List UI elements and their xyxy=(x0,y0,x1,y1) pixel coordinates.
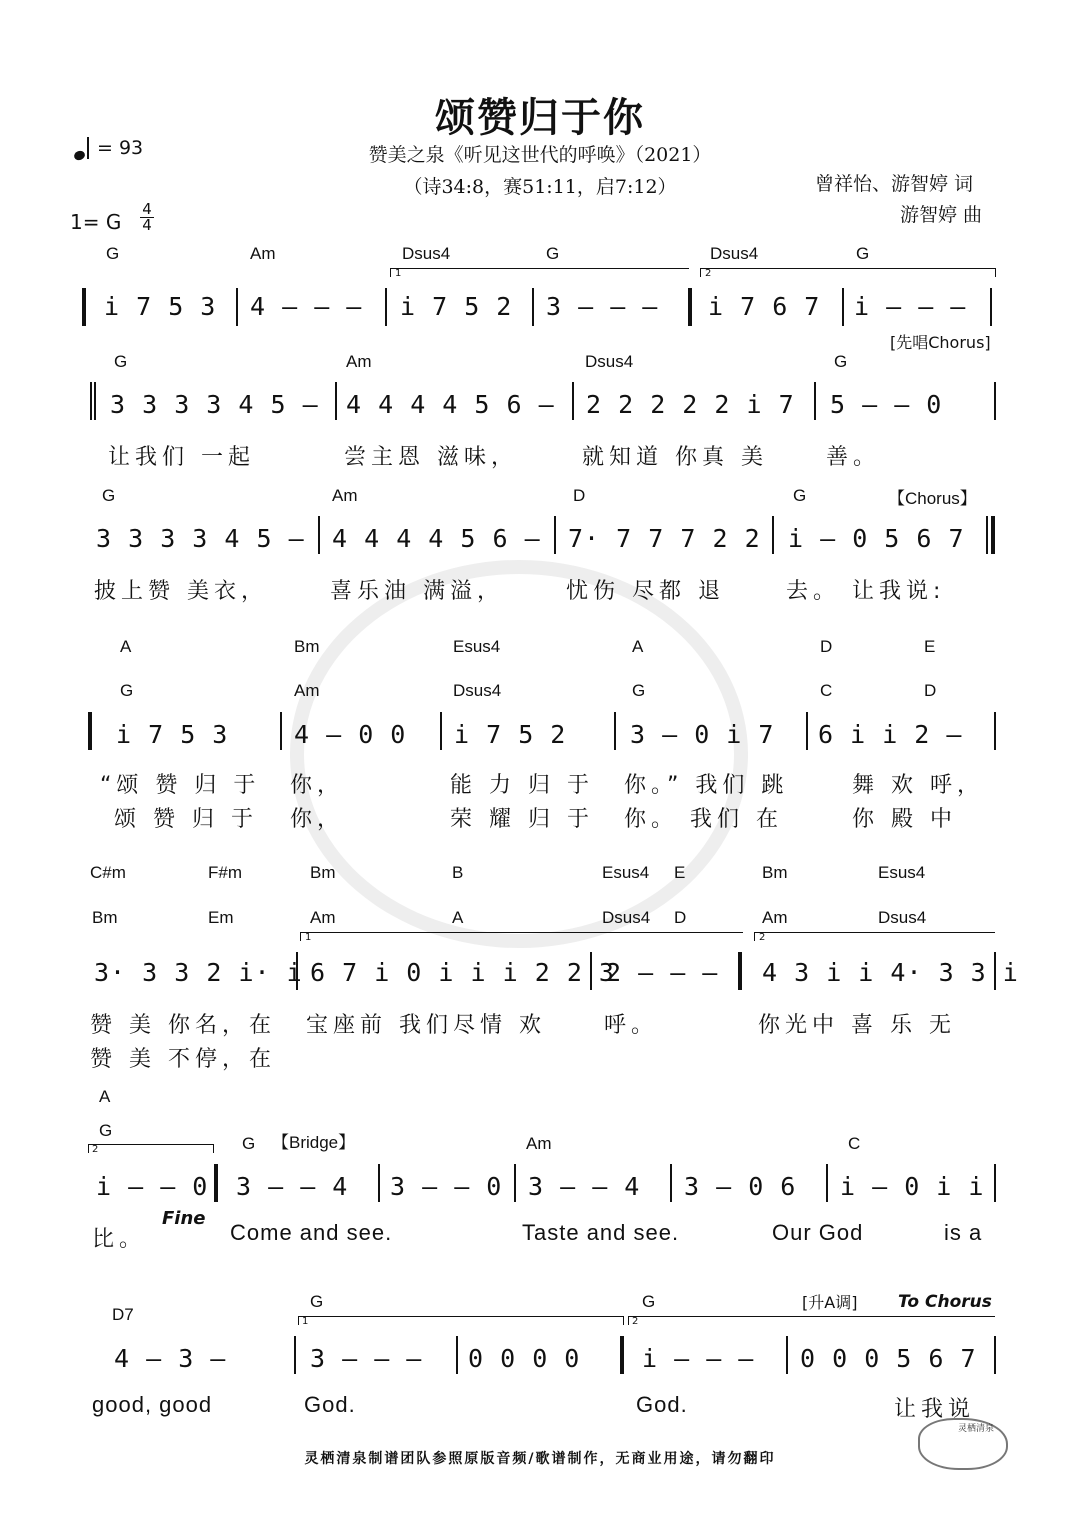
chord: Bm xyxy=(92,908,118,927)
repeat-end-barline xyxy=(738,952,742,990)
barline xyxy=(994,1164,996,1202)
measure: i – – – xyxy=(642,1344,755,1373)
volta-number: 2 xyxy=(759,932,766,943)
chord-upper: Bm xyxy=(294,637,320,656)
lyric: 你光中 喜 乐 无 xyxy=(758,1013,956,1038)
chord: A xyxy=(452,908,464,927)
chord: Dsus4 xyxy=(602,908,651,927)
chord: G xyxy=(546,244,560,263)
barline xyxy=(90,382,92,420)
measure: 2 – – – xyxy=(606,958,719,987)
barline xyxy=(990,288,992,326)
barline xyxy=(986,516,988,554)
volta-bracket xyxy=(88,1144,214,1153)
lyricist: 曾祥怡、游智婷 词 xyxy=(815,173,974,195)
chord-upper: Bm xyxy=(762,863,788,882)
measure: 4 4 4 4 5 6 – xyxy=(332,524,541,553)
barline xyxy=(991,516,995,554)
measure: i 7 5 2 xyxy=(454,720,567,749)
chord-upper: F#m xyxy=(208,863,242,882)
volta-number: 2 xyxy=(92,1144,99,1155)
volta-bracket xyxy=(628,1316,995,1325)
measure: 3 – – 0 xyxy=(390,1172,503,1201)
lyric: 就知道 你真 美 xyxy=(582,445,768,470)
chord-upper: Esus4 xyxy=(453,637,501,656)
chord: Dsus4 xyxy=(585,352,634,371)
scripture-refs: （诗34:8，赛51:11，启7:12） xyxy=(403,176,677,198)
chord: G xyxy=(793,486,807,505)
measure: 3 – – – xyxy=(310,1344,423,1373)
section-tag: [先唱Chorus] xyxy=(890,333,991,352)
barline xyxy=(94,382,96,420)
chord: G xyxy=(632,681,646,700)
volta-bracket xyxy=(298,1316,624,1325)
time-signature xyxy=(140,202,154,233)
key-change-tag: [升A调] xyxy=(802,1293,858,1312)
chord: Am xyxy=(526,1134,552,1153)
measure: 6 i i 2 – xyxy=(818,720,963,749)
lyric: 让我说 xyxy=(894,1397,976,1422)
measure: i 7 5 3 xyxy=(116,720,229,749)
measure: 3 – 0 6 xyxy=(684,1172,797,1201)
lyric: 赞 美 你名，在 xyxy=(90,1013,276,1038)
chord: Dsus4 xyxy=(402,244,451,263)
measure: 3 – – 4 xyxy=(528,1172,641,1201)
chord: Dsus4 xyxy=(878,908,927,927)
measure: 6 7 i 0 i i i 2 2 3 xyxy=(310,958,615,987)
lyric: 比。 xyxy=(92,1227,147,1252)
time-bottom: 4 xyxy=(140,217,154,233)
barline xyxy=(614,712,616,750)
lyric: 去。 让我说: xyxy=(786,579,946,604)
barline xyxy=(572,382,574,420)
chord: Am xyxy=(762,908,788,927)
chord-upper: D xyxy=(820,637,833,656)
lyric: 你， xyxy=(290,773,345,798)
volta-number: 1 xyxy=(302,1316,309,1327)
repeat-start-barline xyxy=(214,1164,218,1202)
chord: D7 xyxy=(112,1305,134,1324)
lyric: God. xyxy=(304,1392,356,1417)
volta-number: 1 xyxy=(395,268,402,279)
tempo-mark: = 93 xyxy=(74,137,143,159)
chord: G xyxy=(106,244,120,263)
chord-upper: E xyxy=(924,637,936,656)
lyric: God. xyxy=(636,1392,688,1417)
repeat-start-barline xyxy=(88,712,92,750)
to-chorus-mark: To Chorus xyxy=(898,1292,992,1312)
chord: Em xyxy=(208,908,234,927)
barline xyxy=(456,1336,458,1374)
chord-upper: A xyxy=(632,637,644,656)
measure: i 7 5 2 xyxy=(400,292,513,321)
chord: D xyxy=(924,681,937,700)
measure: 3 – – 4 xyxy=(236,1172,349,1201)
measure: 3· 3 3 2 i· i xyxy=(94,958,303,987)
measure: i – – 0 xyxy=(96,1172,209,1201)
barline xyxy=(280,712,282,750)
lyric: good, good xyxy=(92,1392,213,1417)
chord-upper: A xyxy=(99,1087,111,1106)
chord-upper: Esus4 xyxy=(602,863,650,882)
lyric: 你。 我们 在 xyxy=(624,807,783,832)
chord: G xyxy=(642,1292,656,1311)
time-top: 4 xyxy=(142,200,152,218)
barline xyxy=(994,382,996,420)
lyric: 忧伤 尽都 退 xyxy=(566,579,725,604)
barline xyxy=(532,288,534,326)
barline xyxy=(842,288,844,326)
repeat-start-barline xyxy=(82,288,86,326)
chord-upper: B xyxy=(452,863,464,882)
chord: G xyxy=(834,352,848,371)
chord-upper: E xyxy=(674,863,686,882)
measure: 3 – – – xyxy=(546,292,659,321)
repeat-end-barline xyxy=(688,288,692,326)
volta-bracket xyxy=(754,932,995,941)
composer: 游智婷 曲 xyxy=(900,204,983,226)
measure: i 7 6 7 xyxy=(708,292,821,321)
barline xyxy=(318,516,320,554)
chord: C xyxy=(820,681,833,700)
lyric: Our God xyxy=(772,1220,864,1245)
barline xyxy=(806,712,808,750)
chord-upper: Esus4 xyxy=(878,863,926,882)
lyric: 你。” 我们 跳 xyxy=(624,773,789,798)
barline xyxy=(335,382,337,420)
lyric: 赞 美 不停，在 xyxy=(90,1047,276,1072)
logo-text: 灵栖清泉 xyxy=(958,1424,995,1434)
measure: 3 3 3 3 4 5 – xyxy=(110,390,319,419)
album-line: 赞美之泉《听见这世代的呼唤》（2021） xyxy=(368,144,712,166)
chord: Am xyxy=(310,908,336,927)
repeat-end-barline xyxy=(620,1336,624,1374)
barline xyxy=(514,1164,516,1202)
chord: Dsus4 xyxy=(453,681,502,700)
measure: 3 3 3 3 4 5 – xyxy=(96,524,305,553)
chord: C xyxy=(848,1134,861,1153)
measure: 3 – 0 i 7 xyxy=(630,720,775,749)
lyric: 能 力 归 于 xyxy=(450,773,594,798)
measure: 0 0 0 5 6 7 xyxy=(800,1344,977,1373)
measure: 0 0 0 0 xyxy=(468,1344,581,1373)
lyric: 你 殿 中 xyxy=(852,807,957,832)
barline xyxy=(786,1336,788,1374)
lyric: 善。 xyxy=(826,445,881,470)
chord: Am xyxy=(250,244,276,263)
lyric: 颂 赞 归 于 xyxy=(114,807,258,832)
measure: 7· 7 7 7 2 2 xyxy=(568,524,761,553)
barline xyxy=(554,516,556,554)
lyric: Taste and see. xyxy=(522,1220,680,1245)
lyric: Come and see. xyxy=(230,1220,393,1245)
watermark xyxy=(290,560,748,948)
chord: G xyxy=(310,1292,324,1311)
lyric: 让我们 一起 xyxy=(108,445,255,470)
measure: i – – – xyxy=(854,292,967,321)
chord: Am xyxy=(332,486,358,505)
barline xyxy=(294,1336,296,1374)
barline xyxy=(994,1336,996,1374)
barline xyxy=(236,288,238,326)
barline xyxy=(772,516,774,554)
chord: G xyxy=(102,486,116,505)
measure: 4 3 i i 4· 3 3 i xyxy=(762,958,1019,987)
fine-mark: Fine xyxy=(162,1208,206,1229)
measure: i 7 5 3 xyxy=(104,292,217,321)
section-tag: 【Chorus】 xyxy=(888,489,977,508)
chord: G xyxy=(242,1134,256,1153)
volta-number: 1 xyxy=(305,932,312,943)
measure: 4 – 0 0 xyxy=(294,720,407,749)
section-tag: 【Bridge】 xyxy=(272,1133,356,1152)
key-signature: 1= G xyxy=(70,210,122,234)
barline xyxy=(385,288,387,326)
lyric: 尝主恩 滋味， xyxy=(344,445,518,470)
measure: i – 0 5 6 7 xyxy=(788,524,965,553)
measure: 4 4 4 4 5 6 – xyxy=(346,390,555,419)
chord: D xyxy=(573,486,586,505)
footer-notice: 灵栖清泉制谱团队参照原版音频/歌谱制作，无商业用途，请勿翻印 xyxy=(304,1451,776,1467)
barline xyxy=(440,712,442,750)
chord-upper: C#m xyxy=(90,863,126,882)
volta-bracket xyxy=(390,268,689,277)
barline xyxy=(378,1164,380,1202)
volta-number: 2 xyxy=(632,1316,639,1327)
lyric: 荣 耀 归 于 xyxy=(450,807,594,832)
barline xyxy=(826,1164,828,1202)
lyric: 舞 欢 呼， xyxy=(852,773,984,798)
measure: 2 2 2 2 2 i 7 xyxy=(586,390,795,419)
song-title: 颂赞归于你 xyxy=(435,95,645,141)
chord: G xyxy=(114,352,128,371)
lyric: 喜乐油 满溢， xyxy=(330,579,504,604)
chord: G xyxy=(120,681,134,700)
chord: G xyxy=(856,244,870,263)
measure: 4 – – – xyxy=(250,292,363,321)
lyric: 你， xyxy=(290,807,345,832)
chord: D xyxy=(674,908,687,927)
chord: G xyxy=(99,1121,113,1140)
chord-upper: Bm xyxy=(310,863,336,882)
chord-upper: A xyxy=(120,637,132,656)
volta-bracket xyxy=(700,268,996,277)
chord: Am xyxy=(346,352,372,371)
measure: 4 – 3 – xyxy=(114,1344,227,1373)
barline xyxy=(670,1164,672,1202)
measure: i – 0 i i xyxy=(840,1172,985,1201)
lyric: is a xyxy=(944,1220,983,1245)
barline xyxy=(814,382,816,420)
lyric: “颂 赞 归 于 xyxy=(100,773,261,798)
chord: Am xyxy=(294,681,320,700)
lyric: 呼。 xyxy=(604,1013,659,1038)
volta-bracket xyxy=(300,932,743,941)
lyric: 宝座前 我们尽情 欢 xyxy=(306,1013,546,1038)
note-stem xyxy=(87,137,89,159)
measure: 5 – – 0 xyxy=(830,390,943,419)
barline xyxy=(994,712,996,750)
chord: Dsus4 xyxy=(710,244,759,263)
lyric: 披上赞 美衣， xyxy=(94,579,268,604)
volta-number: 2 xyxy=(705,268,712,279)
